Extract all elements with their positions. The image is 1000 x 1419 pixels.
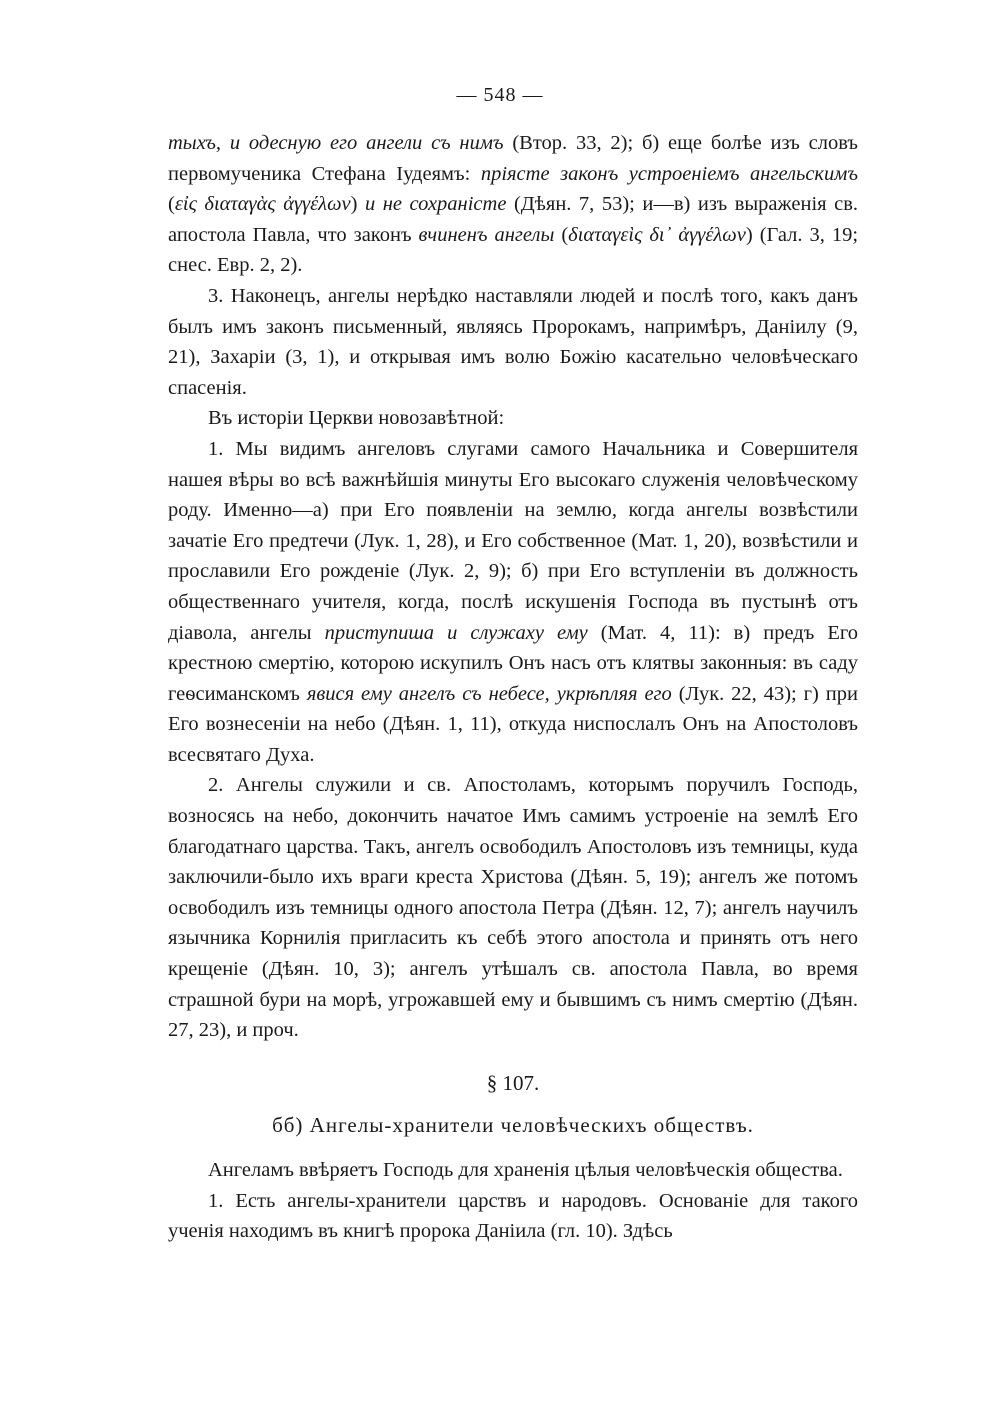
paragraph-guardians-1: 1. Есть ангелы-хранители царствъ и народовъ. Основаніе для такого ученія находимъ въ книгѣ пророка Даніила (гл. 10). Здѣсь bbox=[168, 1189, 858, 1243]
text-run: ) (Гал. 3, 19; снес. Евр. 2, 2). bbox=[168, 223, 859, 277]
greek-quote: διαταγεὶς δι᾽ ἀγγέλων bbox=[568, 223, 746, 246]
text-run: (Лук. 22, 43); г) при Его вознесеніи на небо (Дѣян. 1, 11), откуда ниспослалъ Онъ на Апостоловъ всесвятаго Духа. bbox=[168, 682, 858, 766]
paragraph-item-1 bbox=[168, 434, 858, 771]
text-run: (Втор. 33, 2); б) еще болѣе изъ словъ первомученика Стефана Іудеямъ: bbox=[168, 132, 858, 185]
text-run: (Мат. 4, 11): в) предъ Его крестною смертію, которою искупилъ Онъ насъ отъ клятвы законныя: въ саду геѳсиманскомъ bbox=[168, 621, 859, 705]
paragraph-new-testament: Въ исторіи Церкви новозавѣтной: bbox=[208, 407, 505, 430]
italic-quote: приступиша и служаху ему bbox=[324, 621, 588, 644]
greek-quote: εἰς διαταγὰς ἀγγέλων bbox=[174, 193, 351, 216]
paragraph-item-2: 2. Ангелы служили и св. Апостоламъ, которымъ поручилъ Господь, возносясь на небо, докончить начатое Имъ самимъ устроеніе на землѣ Его благодатнаго царства. Такъ, ангелъ освободилъ Апостоловъ изъ темницы, куда заключили-было ихъ враги креста Христова (Дѣян. 5, 19); ангелъ же потомъ освободилъ изъ темницы одного апостола Петра (Дѣян. 12, 7); ангелъ научилъ язычника Корнилія пригласить къ себѣ этого апостола и принять отъ него крещеніе (Дѣян. 10, 3); ангелъ утѣшалъ св. апостола Павла, во время страшной бури на морѣ, угрожавшей ему и бывшимъ съ нимъ смертію (Дѣян. 27, 23), и проч. bbox=[168, 774, 858, 1042]
text-run: ( bbox=[168, 193, 175, 216]
text-run: (Дѣян. 7, 53); и—в) изъ выраженія св. апостола Павла, что законъ bbox=[168, 193, 858, 246]
italic-quote: пріясте законъ устроеніемъ ангельскимъ bbox=[480, 162, 858, 185]
italic-quote: вчиненъ ангелы bbox=[418, 223, 555, 246]
page-number: — 548 — bbox=[456, 84, 544, 106]
italic-quote: явися ему ангелъ съ небесе, укрѣпляя его bbox=[306, 682, 672, 705]
text-run: ) bbox=[350, 193, 365, 216]
paragraph-continuation bbox=[168, 128, 858, 281]
italic-quote: и не сохраністе bbox=[364, 193, 507, 216]
paragraph-3: 3. Наконецъ, ангелы нерѣдко наставляли людей и послѣ того, какъ данъ былъ имъ законъ письменный, являясь Пророкамъ, напримѣръ, Даніилу (9, 21), Захаріи (3, 1), и открывая имъ волю Божію касательно человѣческаго спасенія. bbox=[168, 284, 858, 399]
section-title: бб) Ангелы-хранители человѣческихъ обществъ. bbox=[272, 1113, 754, 1138]
paragraph-intro: Ангеламъ ввѣряетъ Господь для храненія цѣлыя человѣческія общества. bbox=[208, 1159, 843, 1181]
text-run: 1. Мы видимъ ангеловъ слугами самого Начальника и Совершителя нашея вѣры во всѣ важнѣйшія минуты Его высокаго служенія человѣческому роду. Именно—а) при Его появленіи на землю, когда ангелы возвѣстили зачатіе Его предтечи (Лук. 1, 28), и Его собственное (Мат. 1, 20), возвѣстили и прославили Его рожденіе (Лук. 2, 9); б) при Его вступленіи въ должность общественнаго учителя, когда, послѣ искушенія Господа въ пустынѣ отъ діавола, ангелы bbox=[168, 437, 858, 644]
italic-quote: тыхъ, и одесную его ангели съ нимъ bbox=[168, 132, 504, 154]
text-column bbox=[168, 128, 858, 1247]
text-run: ( bbox=[554, 223, 569, 246]
section-number: § 107. bbox=[486, 1070, 540, 1095]
